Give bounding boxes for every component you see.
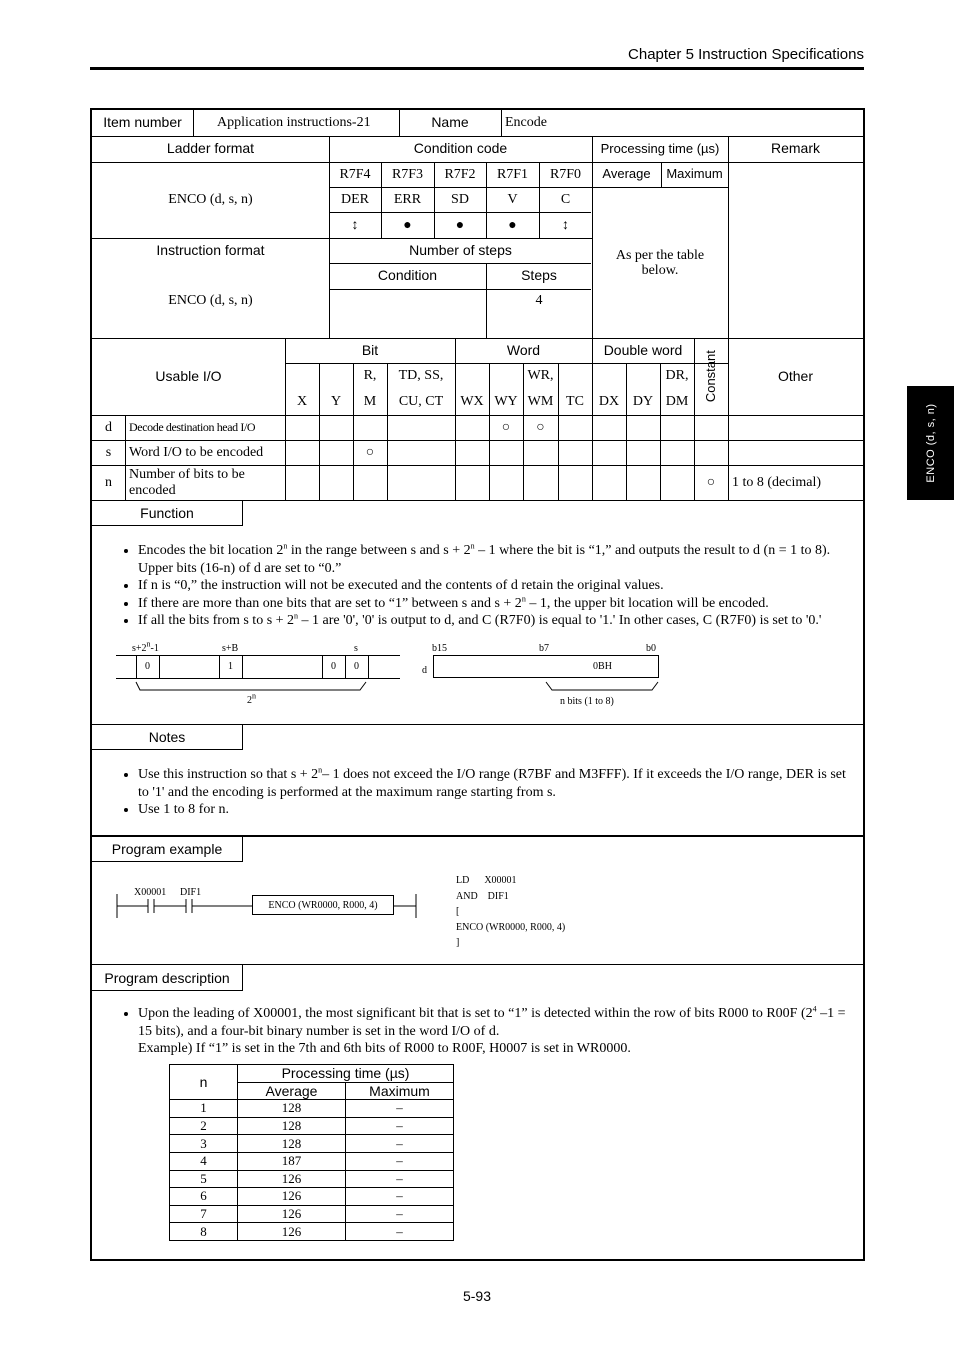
notes-title: Notes bbox=[92, 724, 243, 750]
io-mark: ○ bbox=[536, 419, 545, 435]
io-col-top bbox=[558, 363, 592, 389]
program-example-title: Program example bbox=[92, 836, 243, 862]
diagram-label-b7: b7 bbox=[539, 643, 549, 654]
example-line: Example) If “1” is set in the 7th and 6th bits of R000 to R00F, H0007 is set in WR0000. bbox=[138, 1041, 631, 1056]
notes-bullet: • Use this instruction so that $s + 2^n-$ 1 does not exceed the I/O range (R7BF and M3FFF). If it exceeds the I/O range, DER is set to '1' and the encoding is performed at the maximum range starting from s. bbox=[138, 766, 860, 801]
ladder-format-value: ENCO (d, s, n) bbox=[168, 192, 253, 208]
function-bullet: • If n is “0,” the instruction will not be executed and the contents of d retain the original values. bbox=[138, 577, 860, 595]
diagram-label-sb: s+B bbox=[222, 643, 239, 654]
constant-label-text: Constant bbox=[702, 350, 718, 403]
pt-n: 3 bbox=[170, 1135, 238, 1153]
ladder-contact-dif1: DIF1 bbox=[180, 887, 202, 898]
io-col-bottom: Y bbox=[330, 394, 342, 410]
diagram-bit: 0 bbox=[331, 661, 336, 672]
double-word-label: Double word bbox=[603, 341, 683, 358]
function-bullet: • If there are more than one bits that are set to “1” between s and $s + 2^n - 1$, the upper bit location will be encoded. bbox=[138, 595, 860, 613]
processing-time-table bbox=[169, 1064, 454, 1241]
steps-value: 4 bbox=[535, 293, 543, 309]
io-col-top: TD, SS, bbox=[398, 368, 444, 384]
io-col-bottom: DM bbox=[665, 394, 689, 410]
io-col-top bbox=[455, 363, 489, 389]
io-mark: ○ bbox=[365, 444, 375, 460]
io-row-description: Word I/O to be encoded bbox=[129, 444, 264, 460]
instruction-format-label: Instruction format bbox=[156, 241, 265, 258]
pt-maximum-header: Maximum bbox=[346, 1082, 454, 1100]
io-row-other: 1 to 8 (decimal) bbox=[732, 474, 822, 490]
table-row bbox=[170, 1170, 454, 1188]
steps-label: Steps bbox=[521, 267, 557, 284]
table-row bbox=[170, 1188, 454, 1206]
pt-average: 128 bbox=[238, 1100, 346, 1118]
average-label: Average bbox=[602, 166, 651, 182]
pt-maximum: – bbox=[346, 1135, 454, 1153]
io-col-top bbox=[592, 363, 626, 389]
remark-label: Remark bbox=[770, 140, 820, 157]
pt-average: 126 bbox=[238, 1223, 346, 1241]
io-col-bottom: DX bbox=[598, 394, 620, 410]
notes-bullet: • Use 1 to 8 for n. bbox=[138, 801, 860, 819]
diagram-left-brace-label: 2$^n$ bbox=[247, 691, 256, 706]
number-of-steps-label: Number of steps bbox=[409, 241, 512, 258]
io-col-bottom: WY bbox=[494, 394, 518, 410]
io-col-bottom: WX bbox=[460, 394, 484, 410]
item-number-value: Application instructions-21 bbox=[217, 115, 371, 131]
flag-code: R7F1 bbox=[496, 166, 529, 182]
diagram-label-b0: b0 bbox=[646, 643, 656, 654]
io-row-description: Number of bits to be encoded bbox=[129, 467, 245, 498]
pt-maximum: – bbox=[346, 1188, 454, 1206]
flag-name: SD bbox=[451, 191, 469, 207]
program-description-bullets bbox=[116, 1005, 860, 1058]
io-col-bottom: CU, CT bbox=[398, 394, 444, 410]
io-col-bottom: DY bbox=[632, 394, 654, 410]
io-col-top bbox=[489, 363, 523, 389]
flag-code: R7F4 bbox=[339, 166, 371, 182]
word-label: Word bbox=[506, 341, 541, 358]
processing-time-label: Processing time (µs) bbox=[600, 140, 720, 156]
diagram-d-label: d bbox=[422, 665, 427, 676]
table-row bbox=[170, 1223, 454, 1241]
pt-n: 6 bbox=[170, 1188, 238, 1206]
other-label: Other bbox=[777, 367, 813, 384]
bit-label: Bit bbox=[361, 341, 379, 358]
name-value: Encode bbox=[505, 115, 547, 131]
condition-code-label: Condition code bbox=[413, 140, 508, 157]
flag-code: R7F2 bbox=[444, 166, 476, 182]
flag-name: V bbox=[507, 191, 518, 207]
diagram-label-top: $s+2^n-1$ bbox=[132, 639, 159, 654]
pt-maximum: – bbox=[346, 1223, 454, 1241]
ladder-contact-x00001: X00001 bbox=[134, 887, 167, 898]
pt-n-header: n bbox=[170, 1065, 238, 1100]
io-col-top: R, bbox=[363, 368, 377, 384]
condition-label: Condition bbox=[377, 267, 438, 284]
pt-n: 4 bbox=[170, 1152, 238, 1170]
flag-state: ● bbox=[403, 216, 412, 233]
io-row-symbol: n bbox=[105, 474, 112, 490]
name-label: Name bbox=[431, 114, 469, 131]
table-row bbox=[170, 1117, 454, 1135]
pt-average: 128 bbox=[238, 1117, 346, 1135]
diagram-bit: 0 bbox=[145, 661, 150, 672]
io-row-symbol: s bbox=[105, 444, 112, 460]
io-mark: ○ bbox=[501, 419, 511, 435]
flag-code: R7F3 bbox=[391, 166, 424, 182]
pt-maximum: – bbox=[346, 1170, 454, 1188]
diagram-right-brace-label: n bits (1 to 8) bbox=[560, 696, 614, 707]
diagram-d-value: 0BH bbox=[593, 661, 612, 672]
side-tab bbox=[907, 386, 954, 500]
listing-line: [ bbox=[456, 906, 460, 917]
pt-average: 126 bbox=[238, 1188, 346, 1206]
io-col-top bbox=[319, 363, 353, 389]
chapter-header: Chapter 5 Instruction Specifications bbox=[90, 46, 864, 70]
io-row-description: Decode destination head I/O bbox=[129, 419, 256, 434]
pt-n: 2 bbox=[170, 1117, 238, 1135]
pt-average-header: Average bbox=[238, 1082, 346, 1100]
flag-name: ERR bbox=[393, 191, 422, 207]
notes-bullets bbox=[116, 766, 860, 819]
program-listing bbox=[456, 873, 565, 951]
flag-state: ● bbox=[455, 216, 465, 233]
ladder-instruction-box: ENCO (WR0000, R000, 4) bbox=[252, 895, 394, 915]
pt-n: 8 bbox=[170, 1223, 238, 1241]
listing-line: AND DIF1 bbox=[456, 890, 509, 902]
processing-time-note: As per the table below. bbox=[615, 247, 705, 278]
instruction-format-value: ENCO (d, s, n) bbox=[168, 292, 253, 308]
io-row-symbol: d bbox=[105, 419, 112, 435]
flag-name: C bbox=[560, 191, 571, 207]
program-description-bullet: • Upon the leading of X00001, the most significant bit that is set to “1” is detected within the row of bits R000 to R00F ($2^4$ –1 = 15 bits), and a four-bit binary number is set in the word I/O of d. Example) If “1” is set in the 7th and 6th bits of R000 to R00F, H0007 is set in WR0000. bbox=[138, 1005, 860, 1058]
io-col-bottom: X bbox=[296, 394, 308, 410]
pt-maximum: – bbox=[346, 1117, 454, 1135]
flag-state: ↕ bbox=[351, 216, 359, 233]
flag-state: ↕ bbox=[562, 216, 569, 233]
pt-average: 128 bbox=[238, 1135, 346, 1153]
listing-line: LD X00001 bbox=[456, 875, 517, 886]
program-description-title: Program description bbox=[92, 965, 243, 991]
page-number: 5-93 bbox=[462, 1288, 492, 1304]
diagram-label-s: s bbox=[354, 643, 358, 654]
diagram-bit: 1 bbox=[228, 661, 233, 672]
side-tab-label: ENCO (d, s, n) bbox=[924, 403, 937, 483]
constant-label bbox=[694, 338, 728, 415]
table-row bbox=[170, 1205, 454, 1223]
io-col-bottom: WM bbox=[527, 394, 554, 410]
pt-n: 1 bbox=[170, 1100, 238, 1118]
spec-frame bbox=[90, 108, 865, 1261]
ladder-format-label: Ladder format bbox=[166, 140, 255, 157]
io-col-top: WR, bbox=[527, 368, 554, 384]
diagram-bit: 0 bbox=[354, 661, 359, 672]
table-row bbox=[170, 1100, 454, 1118]
pt-average: 187 bbox=[238, 1152, 346, 1170]
diagram-right-brace bbox=[544, 680, 662, 694]
pt-average: 126 bbox=[238, 1170, 346, 1188]
pt-maximum: – bbox=[346, 1100, 454, 1118]
function-bullet: • Encodes the bit location 2$^n$ in the range between s and $s + 2^n - 1$ where the bit is “1,” and outputs the result to d (n = 1 to 8). Upper bits (16-n) of d are set to “0.” bbox=[138, 542, 860, 577]
function-title: Function bbox=[92, 500, 243, 526]
pt-maximum: – bbox=[346, 1152, 454, 1170]
flag-code: R7F0 bbox=[549, 166, 582, 182]
pt-time-header: Processing time (µs) bbox=[238, 1065, 454, 1083]
usable-io-label: Usable I/O bbox=[155, 367, 222, 384]
pt-n: 5 bbox=[170, 1170, 238, 1188]
listing-line: ] bbox=[456, 937, 460, 948]
io-col-top: DR, bbox=[665, 368, 689, 384]
io-col-bottom: TC bbox=[566, 394, 584, 410]
flag-name: DER bbox=[341, 191, 369, 207]
pt-maximum: – bbox=[346, 1205, 454, 1223]
listing-line: ENCO (WR0000, R000, 4) bbox=[456, 921, 566, 933]
pt-average: 126 bbox=[238, 1205, 346, 1223]
function-bullets bbox=[116, 542, 860, 630]
diagram-label-b15: b15 bbox=[432, 643, 447, 654]
flag-state: ● bbox=[508, 216, 517, 233]
table-row bbox=[170, 1152, 454, 1170]
io-mark: ○ bbox=[706, 474, 716, 490]
maximum-label: Maximum bbox=[666, 166, 723, 182]
table-row bbox=[170, 1135, 454, 1153]
io-col-top bbox=[285, 363, 319, 389]
pt-n: 7 bbox=[170, 1205, 238, 1223]
function-bullet: • If all the bits from s to $s + 2^n - 1$ are '0', '0' is output to d, and C (R7F0) is equal to '1.' In other cases, C (R7F0) is set to '0.' bbox=[138, 612, 860, 630]
item-number-label: Item number bbox=[103, 114, 182, 131]
io-col-bottom: M bbox=[363, 394, 377, 410]
io-col-top bbox=[626, 363, 660, 389]
